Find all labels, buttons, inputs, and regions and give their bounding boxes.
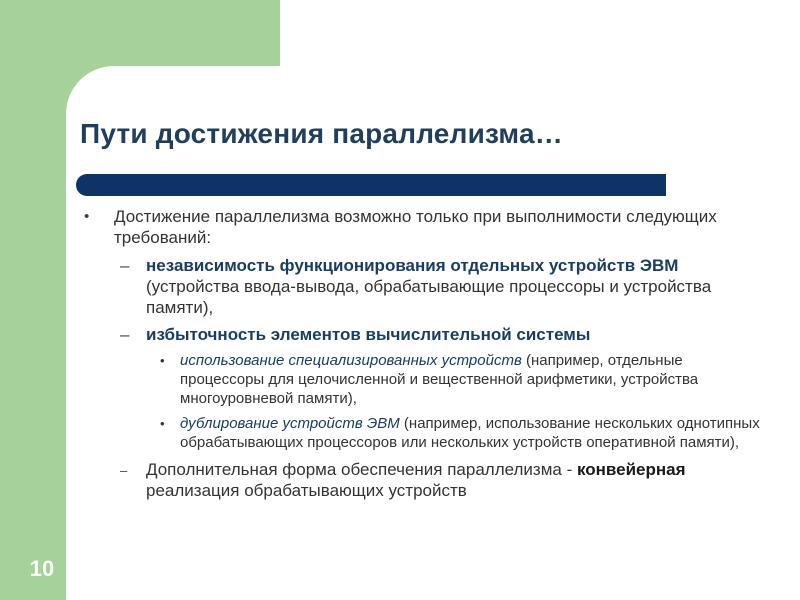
requirement-item	[80, 324, 760, 345]
requirement-rest: реализация обрабатывающих устройств	[146, 481, 467, 500]
slide-title: Пути достижения параллелизма…	[80, 118, 563, 149]
requirement-item	[80, 459, 760, 501]
bullet-icon: •	[160, 353, 165, 368]
intro-bullet	[80, 206, 760, 248]
requirement-rest: (устройства ввода-вывода, обрабатывающие процессоры и устройства памяти),	[146, 277, 712, 317]
requirement-item	[80, 255, 760, 318]
dash-icon: –	[120, 325, 130, 344]
sub-bullet	[80, 351, 760, 408]
requirement-bold: избыточность элементов вычислительной системы	[146, 325, 591, 344]
sub-bullet-italic: дублирование устройств ЭВМ	[180, 415, 400, 432]
requirement-bold: конвейерная	[576, 460, 686, 479]
sub-bullet-italic: использование специализированных устройств	[180, 352, 522, 369]
intro-text: Достижение параллелизма возможно только при выполнимости следующих требований:	[114, 207, 717, 247]
sub-bullet-rest: (например, использование нескольких однотипных обрабатывающих процессоров или нескольких устройств оперативной памяти),	[180, 415, 760, 451]
dash-icon: –	[120, 463, 128, 478]
requirement-lead: Дополнительная форма обеспечения параллелизма -	[146, 460, 577, 479]
title-underline-bar	[76, 174, 666, 196]
bullet-icon: •	[160, 416, 165, 431]
bullet-icon: •	[84, 208, 90, 225]
dash-icon: –	[120, 256, 130, 275]
sub-bullet	[80, 414, 760, 452]
slide-number: 10	[29, 556, 55, 581]
slide-body	[80, 206, 760, 501]
sub-bullet-rest: (например, отдельные процессоры для целочисленной и вещественной арифметики, устройства многоуровневой памяти),	[180, 352, 699, 407]
requirement-bold: независимость функционирования отдельных устройств ЭВМ	[146, 256, 679, 275]
